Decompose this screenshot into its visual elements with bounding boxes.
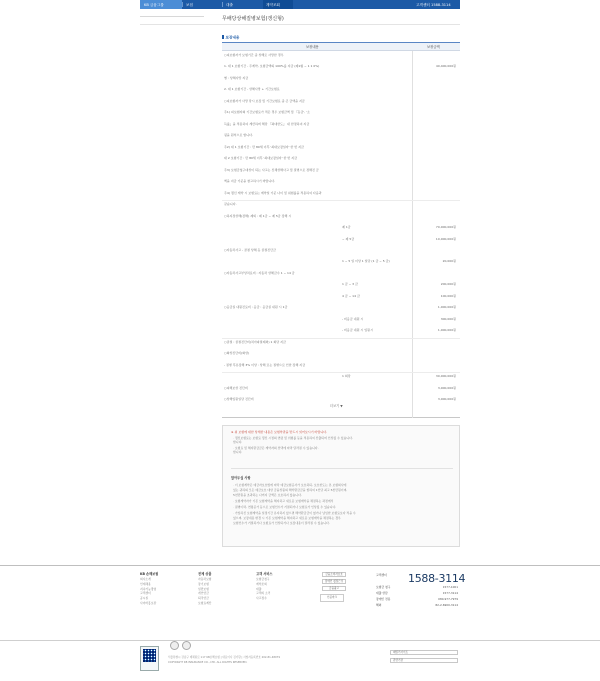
footer-address: 서울특별시 강남구 테헤란로 117 KB손해보험 | 대표이사 김기환 | 사업자등록번호 202-81-48079 [168, 656, 280, 659]
footer-link[interactable]: 일반보험 [198, 586, 209, 591]
coverage-row-text: 됨을 원칙으로 합니다. [224, 133, 253, 138]
coverage-row-text: 주4) 갱신 계약 시 보험료는 계약일 기준 나이 및 위험률을 적용하여 다음과 [224, 190, 322, 195]
coverage-row-amount: 3,000,000원 [437, 397, 456, 402]
coverage-row-amount: 200,000원 [440, 282, 456, 287]
coverage-row-amount: 10,000,000원 [435, 236, 456, 241]
check-line: 있으며, 보장내용 변경 시 기존 보험계약을 해지하고 새로운 보험계약을 체결하는 경우 [233, 516, 341, 520]
notice-line: 합니다. [233, 440, 243, 444]
check-line: · 질병이력, 연령증가 등으로 보험인수가 거절되거나 보험료가 인상될 수 있습니다. [233, 505, 337, 509]
table-column-divider [412, 51, 413, 418]
footer-divider [0, 565, 600, 566]
section-label-text: 보장내용 [225, 35, 240, 40]
coverage-row-text: 1 회당 [342, 374, 351, 379]
footer-link[interactable]: 사이버홍보관 [140, 600, 157, 605]
coverage-row-text: 4 급 ~ 14 급 [342, 293, 360, 298]
footer-col-products [198, 572, 212, 607]
coverage-row-amount: 3,000,000원 [437, 385, 456, 390]
notice-box [222, 425, 460, 547]
coverage-row-amount: 20,000원 [442, 259, 456, 264]
award-badge-icon [182, 641, 191, 650]
coverage-row-text: ○피보험자가 사망 당시 보장 및 기간보험료 중 큰 금액을 지급 [224, 98, 305, 103]
coverage-row-amount: 1,000,000원 [437, 305, 456, 310]
footer-copyright: COPYRIGHT KB INSURANCE CO., LTD. ALL RIGHTS RESERVED. [168, 661, 248, 664]
footer-link[interactable]: 개인연금 [198, 591, 209, 596]
qr-pattern [143, 649, 156, 662]
customer-center-phone: 1588-3114 [408, 572, 466, 585]
coverage-row-text: ○하지정상해(장해) 제외 : 제 1급 ~ 제 5급 장해 시 [224, 213, 292, 218]
notice-warning: ※ 위 보험에 대한 상세한 내용은 보험약관을 반드시 읽어보시기 바랍니다. [231, 430, 328, 434]
coverage-row-text: - 비응급 내원 시 입원시 [342, 328, 373, 333]
check-line: 5천만원을 초과하는 나머지 금액은 보호하지 않습니다. [233, 493, 302, 497]
qr-code-icon [140, 646, 159, 671]
footer-link[interactable]: 고객센터 [140, 591, 151, 596]
check-title: 알아두실 사항 [231, 476, 251, 480]
footer-link[interactable]: 계약조회 [256, 581, 267, 586]
coverage-row-amount: 1,000,000원 [437, 328, 456, 333]
row-divider [222, 372, 460, 373]
nav-tab-loan[interactable]: 대출 [226, 2, 233, 7]
check-line: · 이 보험계약은 예금자보호법에 따라 예금보험공사가 보호하되, 보호한도는 본 보험회사에 [233, 483, 347, 487]
footer-link[interactable]: 인재채용 [140, 581, 151, 586]
section-label [222, 35, 239, 40]
coverage-row-text: 2. 대 1 보험기간 - 상해사망 + 기간보험료 [224, 87, 280, 92]
row-divider [222, 200, 460, 201]
header-coverage: 보장내용 [306, 45, 319, 50]
cc-value: 1577-1001 [442, 585, 458, 589]
certification-mark: 인증마크 [320, 594, 344, 602]
notice-divider [231, 468, 453, 469]
nav-customer-center[interactable]: 고객센터 1588-3114 [416, 2, 451, 7]
coverage-row-text: 액을 지급 기준을 참고하시기 바랍니다. [224, 179, 276, 184]
coverage-row-text: 득률』을 적용하여 계산하며 해당 『최대한도』 내 한정하여 지급 [224, 121, 310, 126]
coverage-row-text: - 질병 후유장해 3% 이상 : 상해 또는 질병으로 인한 장해 지급 [224, 362, 306, 367]
check-line: 보험인수가 거절되거나 보험료가 인상되거나 보장내용이 달라질 수 있습니다. [233, 521, 330, 525]
coverage-row-text: - 비응급 내원 시 [342, 316, 364, 321]
accessibility-button[interactable]: 장애인 웹접근성 [322, 579, 346, 584]
notice-line: 합니다. [233, 450, 243, 454]
coverage-row-text: 대 2 보험기간 : 만 80세 이후 '최대보장일자' 한 번 지급 [224, 156, 297, 161]
coverage-row-amount: 40,400,000원 [435, 64, 456, 69]
coverage-row-text: 주1) 피보험자의 기간보험료가 적은 경우 보험금액 및 『등급', '소 [224, 110, 310, 115]
coverage-row-amount: 100,000원 [440, 293, 456, 298]
nav-tab-group[interactable]: KB 금융그룹 [144, 2, 164, 7]
footer-link[interactable]: 자동차보험 [198, 577, 212, 581]
cc-value: 1577-3114 [442, 591, 458, 595]
coverage-row-text: 1 급 ~ 3 급 [342, 282, 358, 287]
award-badge-icon [170, 641, 179, 650]
cc-label: 해외 [376, 603, 382, 607]
footer-bottom-divider [0, 640, 600, 641]
cc-label: 대출 상담 [376, 591, 388, 595]
coverage-row-text: 주2) 대 1 보험기간 : 만 80세 이후 '최대보장일자' 한 번 지급 [224, 144, 304, 149]
cc-label: 장애인 전용 [376, 597, 391, 601]
footer-col-title: 고객 서비스 [256, 572, 273, 576]
coverage-row-text: 주3) 보험금청구대상이 되는 사고는 신체상해사고 및 질병으로 정해진 금 [224, 167, 319, 172]
footer-link[interactable]: 지속가능경영 [140, 586, 157, 591]
check-line: 있는 귀하의 모든 예금보호 대상 금융상품의 해약환급금을 합하여 1인당 최고 5천만원이며, [233, 488, 348, 492]
coverage-row-amount: 300,000원 [440, 316, 456, 321]
coverage-row-text: ○상해입원일당 진단비 [224, 397, 254, 402]
row-divider [222, 338, 460, 339]
footer-col-company [140, 572, 158, 607]
cc-label: 고객센터 [376, 573, 387, 577]
footer-link[interactable]: 보험료계산 [198, 600, 212, 605]
top-nav [0, 0, 600, 9]
footer-col-service [256, 572, 273, 602]
check-line: · 가입하신 보험계약을 일정기간 유지하지 않으면 해약환급금이 없거나 납입한 보험료보다 적을 수 [233, 511, 356, 515]
coverage-row-text: ○응급실 내원진료비 : 응급 : 응급실 내원 시 1급 [224, 305, 288, 310]
coverage-row-text: ○피보험자가 보험기간 중 상해로 사망한 경우 [224, 53, 284, 57]
cc-label: 보험금 청구 [376, 585, 391, 589]
coverage-row-amount: 30,000,000원 [435, 374, 456, 379]
family-site-select[interactable]: 패밀리사이트 [390, 650, 458, 655]
title-divider [140, 24, 460, 25]
footer-link[interactable]: 공시실 [140, 596, 149, 601]
nav-tab-insurance[interactable]: 보험 [186, 2, 193, 7]
coverage-row-text: ~ 제 5급 [342, 236, 355, 241]
notice-line: · 갱신보험료는 보험료 갱신 시점의 연령 및 위험률 등을 적용하여 산출되며 인상될 수 있습니다. [233, 436, 353, 440]
footer-col-title: 전체 상품 [198, 572, 212, 576]
coverage-row-text: 제 1급 [342, 225, 351, 230]
cc-value: 080-977-7979 [438, 597, 458, 601]
notice-line: · 보험료 및 해지환급금은 계약자의 선택에 따라 달라질 수 있습니다. [233, 446, 319, 450]
more-button[interactable]: 더보기 ▼ [330, 404, 343, 408]
consumer-protection-button[interactable]: 금융소비자보호 [322, 572, 346, 577]
nav-tab-contract[interactable]: 계약조회 [266, 2, 280, 7]
coverage-row-text: ○자동차사고 - 골절 상해 등 골절진단금 [224, 247, 276, 252]
sidebar-divider [140, 16, 204, 17]
header-amount: 보장금액 [427, 45, 440, 50]
coverage-row-text: ○화상진단비(화상) [224, 351, 250, 356]
coverage-row-text: 1. 대 1 보험기간 - 주계약, 보험금액의 100%를 지급 (제1형 ~ 1 1 0%) [224, 64, 320, 69]
footer-link[interactable]: 회사소개 [140, 577, 151, 581]
footer-link[interactable]: 고객의 소리 [256, 591, 271, 596]
footer-link[interactable]: 장기보험 [198, 581, 209, 586]
coverage-row-text: 별 : 상해사망 지급 [224, 75, 249, 80]
related-site-select[interactable]: 관련기관 [390, 658, 458, 663]
footer-link[interactable]: 보험금청구 [256, 577, 270, 581]
page-title: 무배당상해질병보험(갱신형) [222, 16, 284, 22]
nav-separator [182, 2, 183, 7]
footer-link[interactable]: 퇴직연금 [198, 596, 209, 601]
table-body [222, 51, 460, 418]
footer-link[interactable]: 사고접수 [256, 596, 267, 601]
coverage-row-text: ○자동차사고부상치료비 : 자동차 상해급수 1 ~ 14 급 [224, 270, 295, 275]
coverage-row-text: ○골절 : 골절진단비(치아파절제외) 1 회당 지급 [224, 339, 286, 344]
footer-col-title: KB 손해보험 [140, 572, 159, 576]
table-header [222, 43, 460, 51]
section-mark-icon [222, 35, 224, 39]
coverage-row-text: 1 ~ 5 일 이상 1 일당 (1 급 ~ 5 급) [342, 259, 390, 264]
coverage-table [222, 42, 460, 418]
cc-value: 82-2-6900-3114 [435, 603, 458, 607]
coverage-row-amount: 70,000,000원 [435, 225, 456, 230]
footer-link[interactable]: 대출 [256, 586, 262, 591]
advertisement-button[interactable]: 금융광고 [322, 586, 346, 591]
nav-separator [222, 2, 223, 7]
coverage-row-text: 같습니다. [224, 202, 237, 207]
check-line: · 보험계약자가 기존 보험계약을 해지하고 새로운 보험계약을 체결하는 과정에서 [233, 499, 334, 503]
coverage-row-text: ○피해보상 진단비 [224, 385, 248, 390]
